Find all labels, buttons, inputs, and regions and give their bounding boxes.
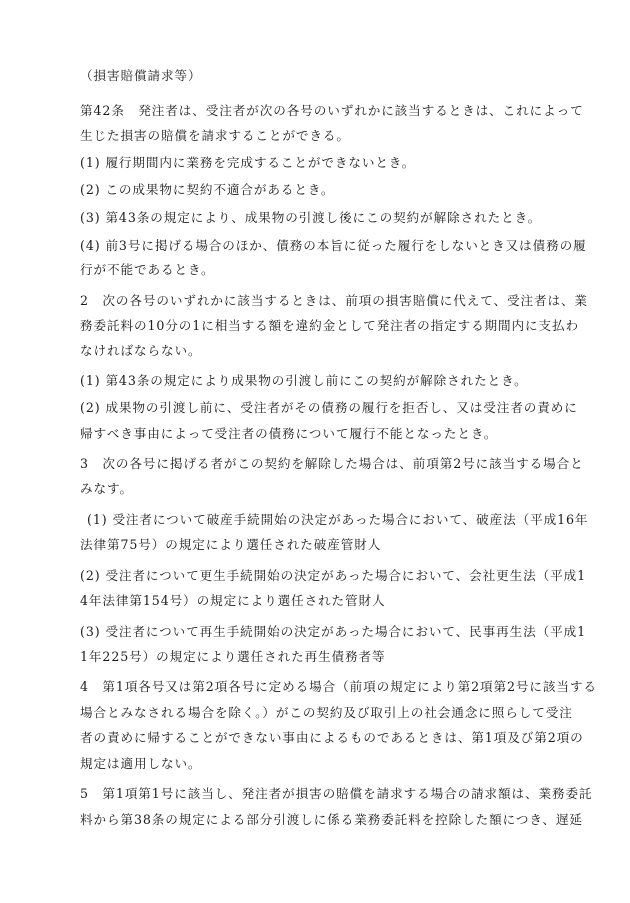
- article-42-item-4: (4) 前3号に掲げる場合のほか、債務の本旨に従った履行をしないとき又は債務の履: [80, 238, 587, 253]
- paragraph-2-line: なければならない。: [80, 343, 202, 358]
- article-42-text-line: 第42条 発注者は、受注者が次の各号のいずれかに該当するときは、これによって: [80, 103, 584, 118]
- paragraph-3-item-1-cont: 法律第75号）の規定により選任された破産管財人: [80, 537, 382, 552]
- paragraph-4-line: 4 第1項各号又は第2項各号に定める場合（前項の規定により第2項第2号に該当する: [80, 679, 597, 694]
- article-42-item-3: (3) 第43条の規定により、成果物の引渡し後にこの契約が解除されたとき。: [80, 210, 542, 225]
- article-42-item-2: (2) この成果物に契約不適合があるとき。: [80, 182, 335, 197]
- paragraph-3-line: 3 次の各号に掲げる者がこの契約を解除した場合は、前項第2号に該当する場合と: [80, 456, 584, 471]
- paragraph-4-line: 場合とみなされる場合を除く。）がこの契約及び取引上の社会通念に照らして受注: [80, 705, 573, 720]
- paragraph-3-item-3: (3) 受注者について再生手続開始の決定があった場合において、民事再生法（平成1: [80, 624, 587, 639]
- paragraph-5-line: 料から第38条の規定による部分引渡しに係る業務委託料を控除した額につき、遅延: [80, 812, 583, 827]
- paragraph-3-item-2: (2) 受注者について更生手続開始の決定があった場合において、会社更生法（平成1: [80, 568, 587, 583]
- paragraph-3-item-1: (1) 受注者について破産手続開始の決定があった場合において、破産法（平成16年: [87, 512, 589, 527]
- article-42-item-4-cont: 行が不能であるとき。: [80, 262, 215, 277]
- paragraph-2-item-1: (1) 第43条の規定により成果物の引渡し前にこの契約が解除されたとき。: [80, 373, 528, 388]
- paragraph-3-line: みなす。: [80, 481, 133, 496]
- article-42-text-line: 生じた損害の賠償を請求することができる。: [80, 128, 350, 143]
- paragraph-2-line: 2 次の各号のいずれかに該当するときは、前項の損害賠償に代えて、受注者は、業: [80, 293, 588, 308]
- paragraph-2-item-2: (2) 成果物の引渡し前に、受注者がその債務の履行を拒否し、又は受注者の責めに: [80, 400, 578, 415]
- article-42-item-1: (1) 履行期間内に業務を完成することができないとき。: [80, 155, 416, 170]
- paragraph-2-item-2-cont: 帰すべき事由によって受注者の債務について履行不能となったとき。: [80, 426, 498, 441]
- paragraph-3-item-2-cont: 4年法律第154号）の規定により選任された管財人: [80, 593, 386, 608]
- paragraph-2-line: 務委託料の10分の1に相当する額を違約金として発注者の指定する期間内に支払わ: [80, 318, 580, 333]
- paragraph-4-line: 規定は適用しない。: [80, 756, 202, 771]
- paragraph-5-line: 5 第1項第1号に該当し、発注者が損害の賠償を請求する場合の請求額は、業務委託: [80, 786, 593, 801]
- paragraph-3-item-3-cont: 1年225号）の規定により選任された再生債務者等: [80, 649, 386, 664]
- section-heading: （損害賠償請求等）: [80, 68, 202, 83]
- paragraph-4-line: 者の責めに帰することができない事由によるものであるときは、第1項及び第2項の: [80, 730, 584, 745]
